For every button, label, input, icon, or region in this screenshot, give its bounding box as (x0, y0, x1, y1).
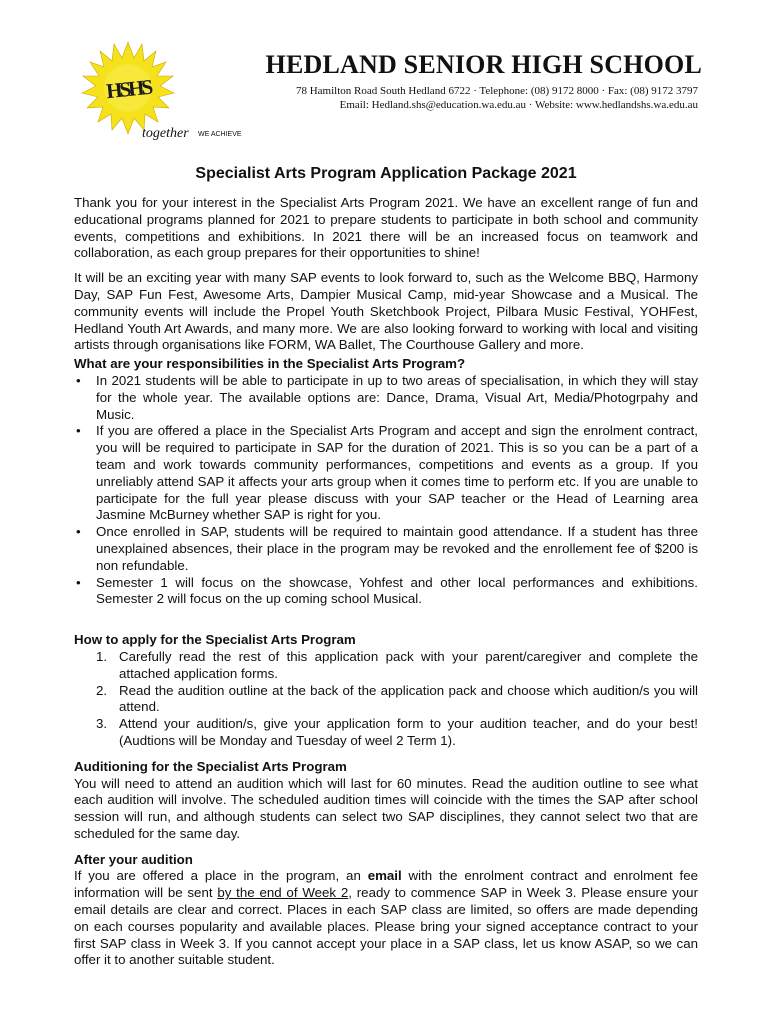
list-item (74, 649, 698, 683)
how-to-apply-heading: How to apply for the Specialist Arts Program (74, 632, 356, 648)
responsibilities-list (74, 373, 698, 608)
deadline-underline: by the end of Week 2 (217, 885, 349, 901)
intro-paragraph-1: Thank you for your interest in the Specialist Arts Program 2021. We have an excellent range of fun and educational programs planned for 2021 to prepare students to participate in both school and community events, competitions and exhibitions. In 2021 there will be an increased focus on teamwork and collaboration, as each group prepares for their opportunities to shine! (74, 195, 698, 261)
logo-motto-rest: WE ACHIEVE (198, 131, 242, 138)
list-item: • Semester 1 will focus on the showcase, Yohfest and other local performances and exhibitions. Semester 2 will focus on the up coming school Musical. (74, 575, 698, 609)
list-item (74, 683, 698, 717)
email-emphasis: email (367, 868, 402, 884)
list-item (74, 716, 698, 750)
school-contact: Email: Hedland.shs@education.wa.edu.au · Website: www.hedlandshs.wa.edu.au (339, 99, 698, 111)
list-item: • If you are offered a place in the Specialist Arts Program and accept and sign the enrolment contract, you will be required to participate in SAP for the duration of 2021. This is so you can be a part of a team and work towards community performances, competitions and events as a group. If you unreliably attend SAP it affects your arts group when it comes time to perform etc. If you are unable to participate for the full year please discuss with your SAP teacher or the Head of Learning area Jasmine McBurney whether SAP is right for you. (74, 423, 698, 524)
step-text: Attend your audition/s, give your application form to your audition teacher, and do your best! (Audtions will be Monday and Tuesday of weel 2 Term 1). (119, 716, 698, 748)
list-item: • Once enrolled in SAP, students will be required to maintain good attendance. If a student has three unexplained absences, their place in the program may be revoked and the enrollement fee of $200 is non refundable. (74, 524, 698, 574)
after-audition-heading: After your audition (74, 851, 193, 867)
how-to-apply-steps (74, 649, 698, 750)
document-body (74, 164, 698, 977)
logo-motto-script: together (142, 126, 189, 141)
school-address: 78 Hamilton Road South Hedland 6722 · Telephone: (08) 9172 8000 · Fax: (08) 9172 3797 (295, 85, 698, 97)
document-title: Specialist Arts Program Application Package 2021 (195, 165, 577, 182)
auditioning-heading: Auditioning for the Specialist Arts Program (74, 758, 347, 774)
letterhead (70, 38, 710, 148)
step-text: Read the audition outline at the back of the application pack and choose which audition/s you will attend. (119, 682, 698, 715)
hshs-monogram (105, 75, 154, 104)
step-number: 1. (96, 648, 108, 664)
step-text: Carefully read the rest of this application pack with your parent/caregiver and complete the attached application forms. (119, 648, 698, 681)
after-audition-paragraph: If you are offered a place in the program, an email with the enrolment contract and enrolment fee information will be sent by the end of Week 2, ready to commence SAP in Week 3. Please ensure your email details are clear and correct. Places in each SAP class are limited, so offers are made depending on each courses popularity and available places. Please bring your signed acceptance contract to your first SAP class in Week 3. If you cannot accept your place in a SAP class, let us know ASAP, so we can offer it to another suitable student. (74, 868, 698, 968)
intro-paragraph-2: It will be an exciting year with many SAP events to look forward to, such as the Welcome BBQ, Harmony Day, SAP Fun Fest, Awesome Arts, Dampier Musical Camp, mid-year Showcase and a Musical. The community events will include the Propel Youth Sketchbook Project, Pilbara Music Festival, YOHFest, Hedland Youth Art Awards, and many more. We are also looking forward to working with local and visiting artists through organisations like FORM, WA Ballet, The Courthouse Gallery and more. (74, 270, 698, 353)
step-number: 2. (96, 682, 108, 698)
list-item: • In 2021 students will be able to participate in up to two areas of specialisation, in which they will stay for the whole year. The available options are: Dance, Drama, Visual Art, Media/Photogrpahy and Music. (74, 373, 698, 423)
auditioning-paragraph: You will need to attend an audition which will last for 60 minutes. Read the audition outline to see what each audition will involve. The scheduled audition times will coincide with the times the SAP after school session will run, and although students can select two SAP disciplines, they cannot select two that are scheduled for the same day. (74, 775, 698, 841)
school-name: HEDLAND SENIOR HIGH SCHOOL (265, 50, 702, 79)
responsibilities-heading: What are your responsibilities in the Specialist Arts Program? (74, 356, 466, 372)
logo-monogram: HSHS (104, 74, 152, 104)
step-number: 3. (96, 716, 108, 732)
